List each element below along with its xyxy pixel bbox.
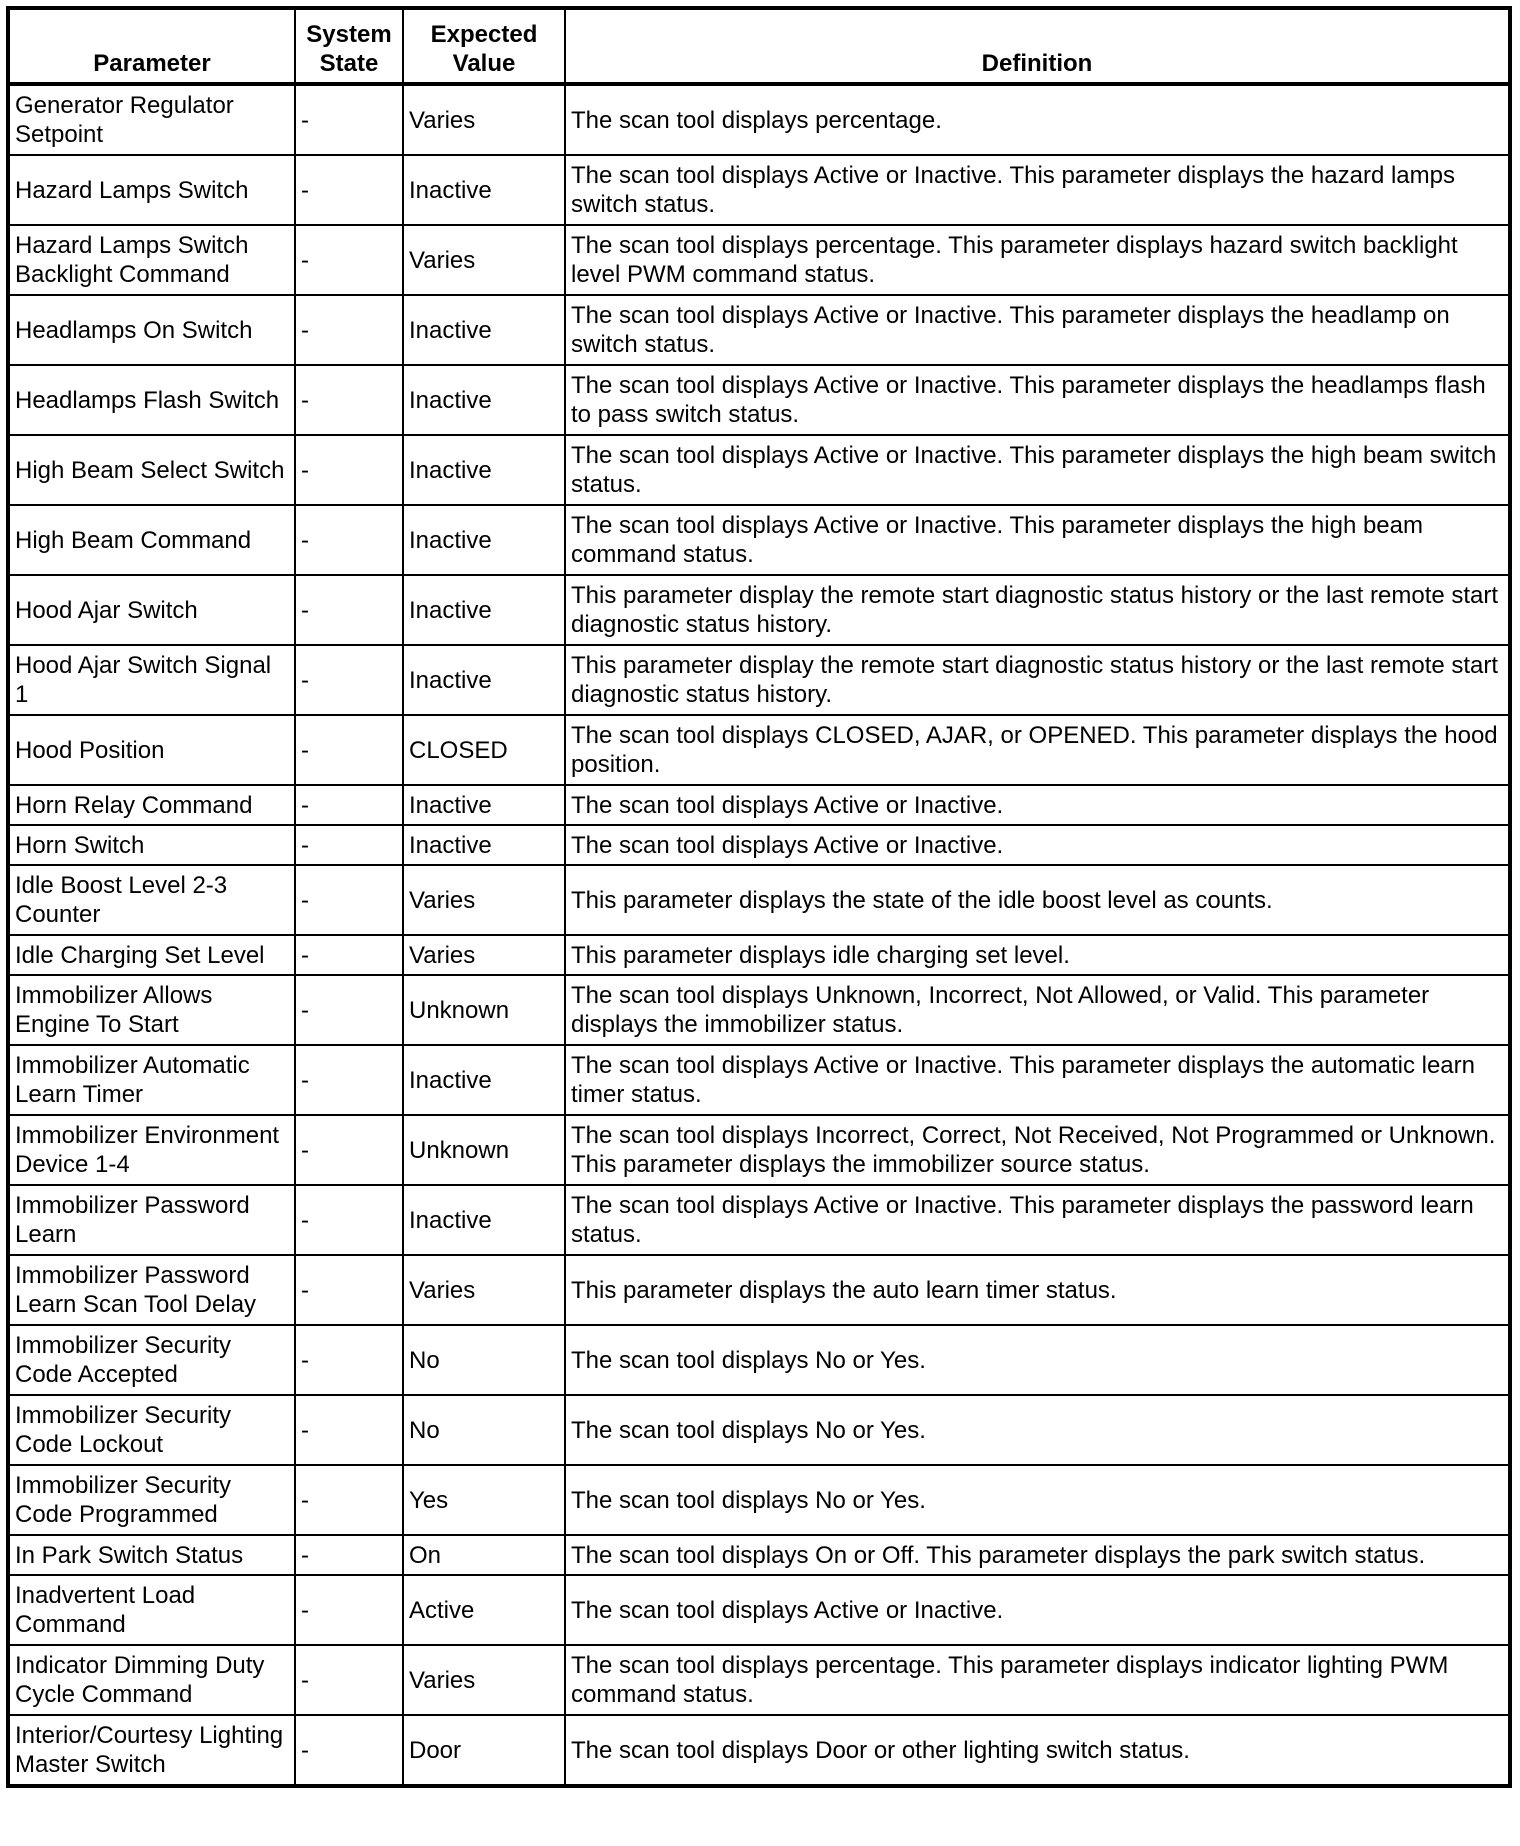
cell-parameter: In Park Switch Status: [8, 1535, 295, 1575]
cell-parameter: Horn Switch: [8, 825, 295, 865]
cell-system-state: -: [295, 1715, 403, 1786]
cell-expected-value: Varies: [403, 1255, 565, 1325]
cell-expected-value: Varies: [403, 935, 565, 975]
header-system-state: System State: [295, 8, 403, 84]
cell-definition: The scan tool displays CLOSED, AJAR, or OPENED. This parameter displays the hood position.: [565, 715, 1510, 785]
cell-definition: The scan tool displays Active or Inactive. This parameter displays the headlamp on switch status.: [565, 295, 1510, 365]
cell-parameter: Generator Regulator Setpoint: [8, 84, 295, 155]
cell-definition: The scan tool displays On or Off. This parameter displays the park switch status.: [565, 1535, 1510, 1575]
cell-definition: The scan tool displays percentage. This parameter displays indicator lighting PWM command status.: [565, 1645, 1510, 1715]
cell-system-state: -: [295, 865, 403, 935]
table-row: [8, 1255, 1510, 1325]
cell-parameter: Hazard Lamps Switch: [8, 155, 295, 225]
cell-system-state: -: [295, 1465, 403, 1535]
cell-parameter: Immobilizer Security Code Lockout: [8, 1395, 295, 1465]
cell-parameter: Hood Ajar Switch: [8, 575, 295, 645]
cell-definition: This parameter display the remote start diagnostic status history or the last remote start diagnostic status history.: [565, 645, 1510, 715]
cell-definition: The scan tool displays No or Yes.: [565, 1325, 1510, 1395]
table-row: [8, 1465, 1510, 1535]
cell-system-state: -: [295, 505, 403, 575]
cell-expected-value: Inactive: [403, 575, 565, 645]
table-row: [8, 1575, 1510, 1645]
cell-expected-value: Unknown: [403, 975, 565, 1045]
cell-expected-value: Inactive: [403, 295, 565, 365]
table-row: [8, 84, 1510, 155]
cell-expected-value: Varies: [403, 225, 565, 295]
cell-parameter: High Beam Command: [8, 505, 295, 575]
cell-system-state: -: [295, 1575, 403, 1645]
table-row: [8, 1325, 1510, 1395]
cell-parameter: Immobilizer Password Learn Scan Tool Delay: [8, 1255, 295, 1325]
cell-system-state: -: [295, 645, 403, 715]
cell-expected-value: No: [403, 1325, 565, 1395]
cell-system-state: -: [295, 825, 403, 865]
cell-expected-value: Varies: [403, 84, 565, 155]
cell-expected-value: Varies: [403, 1645, 565, 1715]
cell-system-state: -: [295, 1325, 403, 1395]
cell-parameter: Headlamps Flash Switch: [8, 365, 295, 435]
cell-definition: The scan tool displays Active or Inactive. This parameter displays the high beam switch status.: [565, 435, 1510, 505]
header-expected-value: Expected Value: [403, 8, 565, 84]
table-row: [8, 1185, 1510, 1255]
cell-definition: The scan tool displays No or Yes.: [565, 1395, 1510, 1465]
cell-system-state: -: [295, 1535, 403, 1575]
cell-expected-value: Inactive: [403, 435, 565, 505]
table-row: [8, 1715, 1510, 1786]
table-row: [8, 295, 1510, 365]
cell-expected-value: Inactive: [403, 645, 565, 715]
cell-expected-value: Inactive: [403, 365, 565, 435]
cell-definition: This parameter displays the state of the idle boost level as counts.: [565, 865, 1510, 935]
table-row: [8, 975, 1510, 1045]
cell-definition: The scan tool displays Active or Inactive. This parameter displays the high beam command status.: [565, 505, 1510, 575]
cell-definition: The scan tool displays No or Yes.: [565, 1465, 1510, 1535]
cell-system-state: -: [295, 715, 403, 785]
header-row: [8, 8, 1510, 84]
table-row: [8, 225, 1510, 295]
cell-definition: This parameter displays the auto learn timer status.: [565, 1255, 1510, 1325]
table-row: [8, 865, 1510, 935]
cell-system-state: -: [295, 1645, 403, 1715]
cell-definition: The scan tool displays Active or Inactive.: [565, 1575, 1510, 1645]
cell-parameter: Immobilizer Password Learn: [8, 1185, 295, 1255]
cell-system-state: -: [295, 295, 403, 365]
cell-parameter: Immobilizer Security Code Programmed: [8, 1465, 295, 1535]
cell-expected-value: Yes: [403, 1465, 565, 1535]
cell-parameter: Hazard Lamps Switch Backlight Command: [8, 225, 295, 295]
table-row: [8, 645, 1510, 715]
cell-system-state: -: [295, 1115, 403, 1185]
cell-parameter: Inadvertent Load Command: [8, 1575, 295, 1645]
cell-expected-value: Door: [403, 1715, 565, 1786]
cell-expected-value: Varies: [403, 865, 565, 935]
parameter-table: [6, 6, 1512, 1788]
cell-parameter: Immobilizer Security Code Accepted: [8, 1325, 295, 1395]
cell-definition: The scan tool displays Active or Inactive.: [565, 785, 1510, 825]
cell-system-state: -: [295, 155, 403, 225]
table-row: [8, 1045, 1510, 1115]
cell-system-state: -: [295, 1395, 403, 1465]
cell-parameter: Hood Position: [8, 715, 295, 785]
table-row: [8, 505, 1510, 575]
cell-system-state: -: [295, 1185, 403, 1255]
cell-definition: This parameter display the remote start diagnostic status history or the last remote start diagnostic status history.: [565, 575, 1510, 645]
cell-definition: The scan tool displays percentage.: [565, 84, 1510, 155]
table-row: [8, 825, 1510, 865]
table-row: [8, 155, 1510, 225]
cell-definition: The scan tool displays Active or Inactive. This parameter displays the headlamps flash to pass switch status.: [565, 365, 1510, 435]
cell-system-state: -: [295, 575, 403, 645]
cell-expected-value: Unknown: [403, 1115, 565, 1185]
table-row: [8, 935, 1510, 975]
cell-parameter: Immobilizer Automatic Learn Timer: [8, 1045, 295, 1115]
cell-parameter: Indicator Dimming Duty Cycle Command: [8, 1645, 295, 1715]
header-definition: Definition: [565, 8, 1510, 84]
cell-parameter: Idle Charging Set Level: [8, 935, 295, 975]
cell-system-state: -: [295, 1045, 403, 1115]
table-row: [8, 1535, 1510, 1575]
cell-expected-value: Inactive: [403, 785, 565, 825]
header-parameter: Parameter: [8, 8, 295, 84]
cell-system-state: -: [295, 225, 403, 295]
table-body: [8, 84, 1510, 1786]
table-row: [8, 1115, 1510, 1185]
cell-parameter: Interior/Courtesy Lighting Master Switch: [8, 1715, 295, 1786]
cell-definition: The scan tool displays Active or Inactive.: [565, 825, 1510, 865]
cell-expected-value: Inactive: [403, 825, 565, 865]
cell-definition: The scan tool displays Active or Inactive. This parameter displays the password learn status.: [565, 1185, 1510, 1255]
cell-definition: The scan tool displays percentage. This parameter displays hazard switch backlight level PWM command status.: [565, 225, 1510, 295]
cell-expected-value: CLOSED: [403, 715, 565, 785]
table-row: [8, 1395, 1510, 1465]
table-row: [8, 715, 1510, 785]
cell-expected-value: On: [403, 1535, 565, 1575]
table-row: [8, 1645, 1510, 1715]
table-row: [8, 365, 1510, 435]
cell-system-state: -: [295, 785, 403, 825]
table-row: [8, 435, 1510, 505]
cell-definition: The scan tool displays Door or other lighting switch status.: [565, 1715, 1510, 1786]
cell-definition: The scan tool displays Unknown, Incorrect, Not Allowed, or Valid. This parameter displays the immobilizer status.: [565, 975, 1510, 1045]
cell-parameter: Horn Relay Command: [8, 785, 295, 825]
cell-definition: The scan tool displays Active or Inactive. This parameter displays the hazard lamps switch status.: [565, 155, 1510, 225]
table-row: [8, 575, 1510, 645]
cell-system-state: -: [295, 365, 403, 435]
cell-parameter: Immobilizer Allows Engine To Start: [8, 975, 295, 1045]
cell-parameter: Hood Ajar Switch Signal 1: [8, 645, 295, 715]
cell-expected-value: Active: [403, 1575, 565, 1645]
cell-system-state: -: [295, 935, 403, 975]
cell-expected-value: Inactive: [403, 155, 565, 225]
cell-expected-value: No: [403, 1395, 565, 1465]
cell-expected-value: Inactive: [403, 505, 565, 575]
cell-parameter: Idle Boost Level 2-3 Counter: [8, 865, 295, 935]
cell-parameter: Headlamps On Switch: [8, 295, 295, 365]
table-row: [8, 785, 1510, 825]
cell-definition: The scan tool displays Incorrect, Correct, Not Received, Not Programmed or Unknown. This parameter displays the immobilizer source status.: [565, 1115, 1510, 1185]
cell-parameter: High Beam Select Switch: [8, 435, 295, 505]
cell-system-state: -: [295, 435, 403, 505]
cell-expected-value: Inactive: [403, 1045, 565, 1115]
cell-definition: The scan tool displays Active or Inactive. This parameter displays the automatic learn timer status.: [565, 1045, 1510, 1115]
cell-system-state: -: [295, 1255, 403, 1325]
cell-system-state: -: [295, 975, 403, 1045]
cell-expected-value: Inactive: [403, 1185, 565, 1255]
cell-system-state: -: [295, 84, 403, 155]
cell-definition: This parameter displays idle charging set level.: [565, 935, 1510, 975]
cell-parameter: Immobilizer Environment Device 1-4: [8, 1115, 295, 1185]
